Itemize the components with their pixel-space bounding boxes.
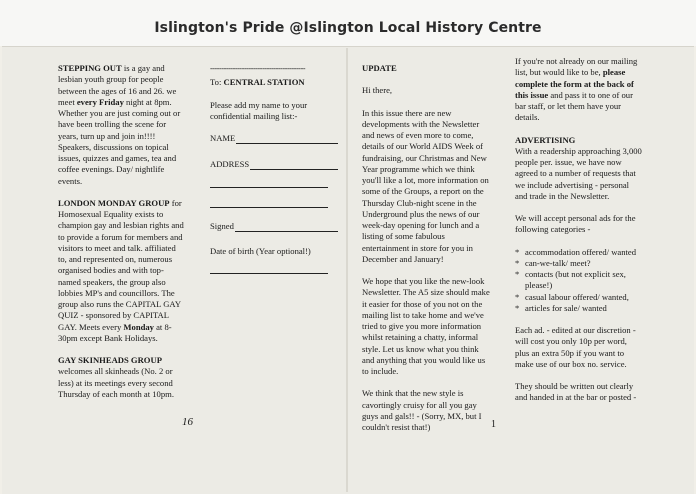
list-item bbox=[515, 292, 643, 303]
closing-paragraph: They should be written out clearly and handed in at the bar or posted - bbox=[515, 381, 637, 403]
category-label: articles for sale/ wanted bbox=[525, 302, 607, 313]
bullet-icon: * bbox=[515, 302, 520, 313]
list-item bbox=[515, 258, 643, 269]
form-recipient bbox=[210, 77, 338, 88]
advertising-section bbox=[515, 135, 643, 203]
bullet-icon: * bbox=[515, 257, 520, 268]
stepping-out-text-2: night at 8pm. Whether you are just coming out or have been trolling the scene for years, turn up and join in!!!! Speakers, discussions on topical issues, quizzes and games, tea and coffee evenings. Day/ nightlife events. bbox=[58, 96, 181, 186]
category-label: casual labour offered/ wanted, bbox=[525, 291, 629, 302]
pricing-paragraph: Each ad. - edited at our discretion - will cost you only 10p per word, plus an extra 50p if you want to make use of our box no. service. bbox=[515, 325, 636, 369]
signed-label: Signed bbox=[210, 220, 234, 231]
gay-skinheads-heading: GAY SKINHEADS GROUP bbox=[58, 355, 162, 365]
bullet-icon: * bbox=[515, 246, 520, 257]
name-label: NAME bbox=[210, 132, 236, 143]
list-item bbox=[515, 303, 643, 314]
london-monday-text: for Homosexual Equality exists to champion gay and lesbian rights and to provide a forum for members and visitors to meet and talk. affiliated to, and represented on, numerous organised bodies and with top-named speakers, the group also lobbies MP's and councillors. The group also runs the CAPITAL GAY QUIZ - sponsored by CAPITAL GAY. Meets every bbox=[58, 197, 184, 332]
mailing-form bbox=[210, 63, 338, 274]
greeting: Hi there, bbox=[362, 85, 393, 96]
cut-line: ------------------------------------------ bbox=[210, 64, 306, 73]
london-monday-day: Monday bbox=[123, 321, 154, 332]
page-title: Islington's Pride @Islington Local History Centre bbox=[154, 20, 542, 36]
categories-list bbox=[515, 247, 643, 315]
stepping-out-paragraph bbox=[58, 63, 186, 187]
address-line-3[interactable] bbox=[210, 198, 328, 208]
london-monday-heading: LONDON MONDAY GROUP bbox=[58, 197, 170, 208]
category-label: can-we-talk/ meet? bbox=[525, 257, 591, 268]
groups-column bbox=[58, 63, 186, 411]
page-fold bbox=[346, 48, 348, 492]
advertising-text: With a readership approaching 3,000 people per. issue, we have now agreed to a number of requests that we include advertising - personal and trade in the Newsletter. bbox=[515, 145, 642, 201]
address-line-2[interactable] bbox=[210, 178, 328, 188]
mailing-text-2: and pass it to one of our bar staff, or let them have your details. bbox=[515, 89, 633, 123]
gay-skinheads-paragraph bbox=[58, 355, 186, 400]
form-intro: Please add my name to your confidential mailing list:- bbox=[210, 99, 308, 121]
mailing-text: If you're not already on our mailing list, but would like to be, bbox=[515, 56, 638, 78]
categories-intro: We will accept personal ads for the following categories - bbox=[515, 213, 636, 235]
list-item bbox=[515, 269, 643, 292]
category-label: contacts (but not explicit sex, please!) bbox=[525, 269, 626, 291]
mailing-list-note bbox=[515, 56, 643, 124]
recipient-name: CENTRAL STATION bbox=[223, 77, 305, 88]
stepping-out-text: is a gay and lesbian youth group for people between the ages of 16 and 26. we meet bbox=[58, 63, 177, 107]
advertising-heading: ADVERTISING bbox=[515, 134, 576, 145]
london-monday-paragraph bbox=[58, 198, 186, 344]
stepping-out-day: every Friday bbox=[76, 96, 124, 107]
update-paragraph-1: In this issue there are new developments with the Newsletter and news of even more to come, details of our World AIDS Week of fundraising, our Christmas and New Year programme which we think you'll like a lot, more information on some of the Groups, a report on the Thursday Club-night scene in the Underground plus the news of our week-day opening for lunch and a listing of some fabulous entertainment in store for you in December and January! bbox=[362, 107, 489, 264]
update-title: UPDATE bbox=[362, 63, 397, 73]
address-line bbox=[250, 161, 338, 170]
address-label: ADDRESS bbox=[210, 158, 250, 169]
address-field[interactable] bbox=[210, 159, 338, 170]
update-column bbox=[362, 63, 492, 444]
dob-label: Date of birth (Year optional!) bbox=[210, 246, 311, 256]
page-number-left: 16 bbox=[182, 416, 193, 428]
page-number-right: 1 bbox=[491, 419, 496, 430]
list-item bbox=[515, 247, 643, 258]
bullet-icon: * bbox=[515, 291, 520, 302]
gay-skinheads-text: welcomes all skinheads (No. 2 or less) at its meetings every second Thursday of each month at 10pm. bbox=[58, 366, 174, 399]
london-monday-text-2: at 8-30pm except Bank Holidays. bbox=[58, 321, 172, 343]
signed-field[interactable] bbox=[210, 221, 338, 232]
update-paragraph-3: We think that the new style is cavortingly cruisy for all you gay guys and gals!! - (Sorry, MX, but I couldn't resist that!) bbox=[362, 388, 482, 432]
update-paragraph-2: We hope that you like the new-look Newsletter. The A5 size should make it easier for those of you not on the mailing list to take home and we've tried to give you more information whilst retaining a chatty, informal style. Let us know what you think and anything that you would like us to include. bbox=[362, 276, 490, 376]
mailing-instruction: please complete the form at the back of this issue bbox=[515, 67, 634, 100]
update-heading bbox=[362, 63, 492, 74]
name-line bbox=[236, 135, 338, 144]
dob-line[interactable] bbox=[210, 264, 328, 274]
bullet-icon: * bbox=[515, 269, 520, 279]
signed-line bbox=[235, 223, 338, 232]
advertising-column bbox=[515, 56, 643, 415]
page-header bbox=[0, 0, 696, 46]
category-label: accommodation offered/ wanted bbox=[525, 246, 637, 257]
to-label: To: bbox=[210, 77, 224, 88]
stepping-out-heading: STEPPING OUT bbox=[58, 63, 122, 73]
name-field[interactable] bbox=[210, 133, 338, 144]
